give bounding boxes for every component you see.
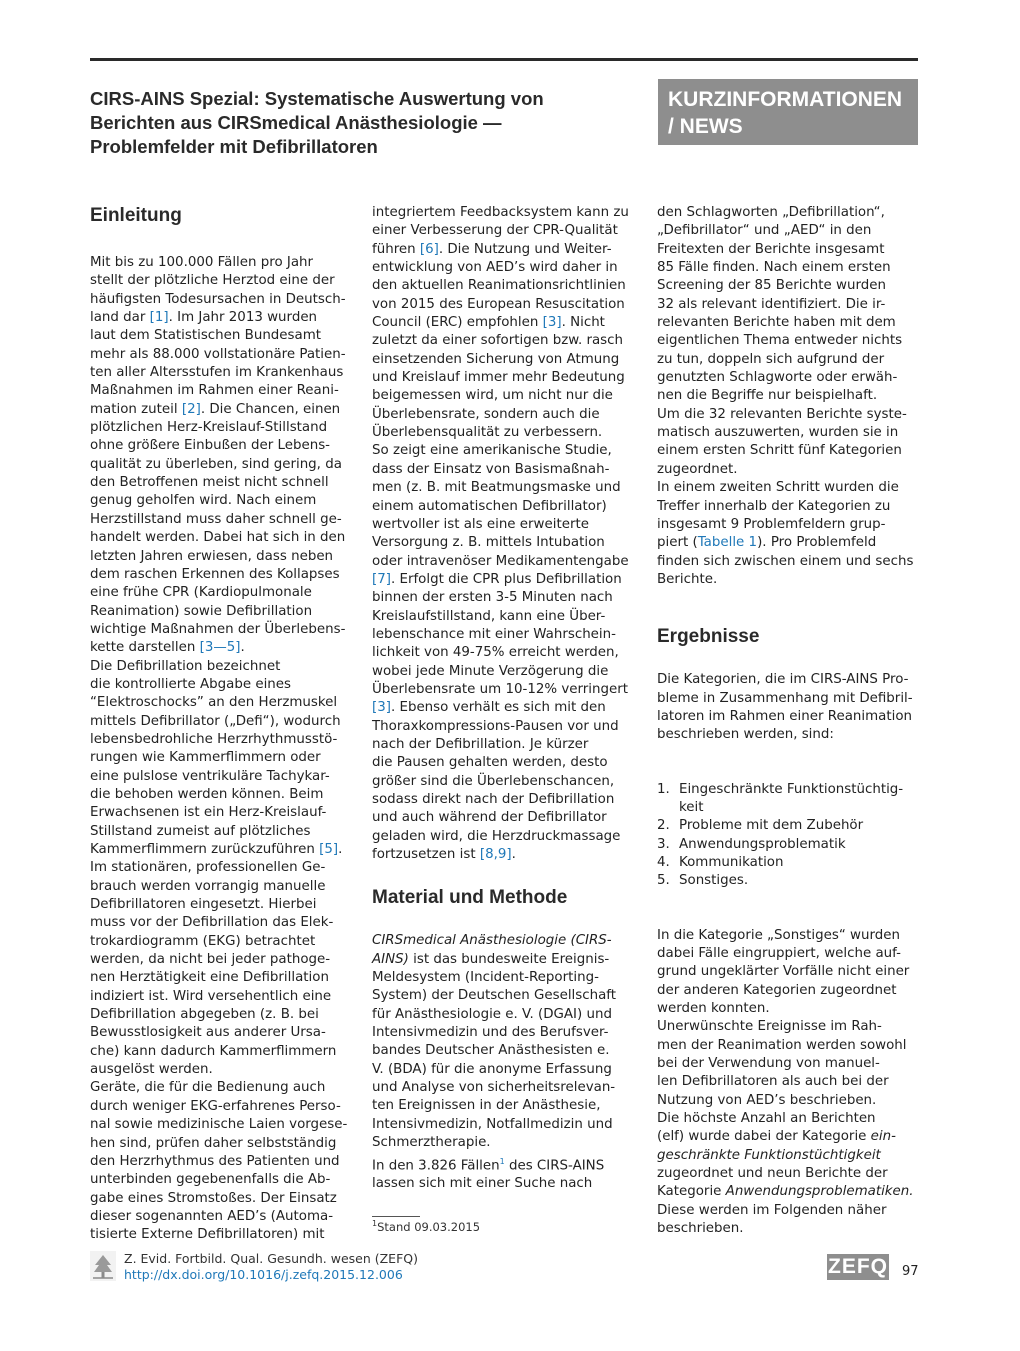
text-line: der anderen Kategorien zugeordnet bbox=[657, 982, 897, 998]
section-label-box bbox=[658, 79, 918, 145]
article-title bbox=[90, 87, 610, 159]
citation-link[interactable]: [2] bbox=[181, 401, 201, 417]
text-line: Meldesystem (Incident-Reporting- bbox=[372, 970, 599, 986]
list-item: 4. Kommunikation bbox=[657, 854, 784, 870]
journal-footer bbox=[124, 1251, 418, 1283]
text-line: dieser sogenannten AED’s (Automa- bbox=[90, 1208, 334, 1224]
text-line: „Defibrillator“ und „AED“ in den bbox=[657, 223, 872, 239]
text-line: nach der Defibrillation. Je kürzer bbox=[372, 736, 589, 752]
text-line: ausgelöst werden. bbox=[90, 1062, 213, 1078]
text-line: die Pausen gehalten werden, desto bbox=[372, 755, 608, 771]
text-line: Kategorie Anwendungsproblematiken. bbox=[657, 1184, 914, 1200]
text-line: Thoraxkompressions-Pausen vor und bbox=[372, 718, 619, 734]
title-line: Berichten aus CIRSmedical Anästhesiologie — bbox=[90, 112, 502, 133]
text-line: bei der Verwendung von manuel- bbox=[657, 1056, 880, 1072]
text-line: grund ungeklärter Vorfälle nicht einer bbox=[657, 964, 910, 980]
heading-material-methode: Material und Methode bbox=[372, 887, 568, 909]
text-line: matisch auszuwerten, wurden sie in bbox=[657, 425, 899, 441]
text-line: führen [6]. Die Nutzung und Weiter- bbox=[372, 241, 612, 257]
text-line: piert (Tabelle 1). Pro Problemfeld bbox=[657, 535, 877, 551]
text-line: Die höchste Anzahl an Berichten bbox=[657, 1111, 876, 1127]
text-line: Versorgung z. B. mittels Intubation bbox=[372, 535, 605, 551]
text-line: einem ersten Schritt fünf Kategorien bbox=[657, 443, 902, 459]
category-list bbox=[657, 781, 919, 891]
text-line: gabe eines Stromstoßes. Der Einsatz bbox=[90, 1190, 337, 1206]
publisher-tree-icon bbox=[90, 1251, 116, 1281]
citation-link[interactable]: [3—5] bbox=[199, 640, 241, 656]
text-line: oder intravenöser Medikamentengabe bbox=[372, 553, 629, 569]
text-line: mittels Defibrillator („Defi“), wodurch bbox=[90, 713, 341, 729]
text-line: Council (ERC) empfohlen [3]. Nicht bbox=[372, 315, 605, 331]
heading-einleitung: Einleitung bbox=[90, 205, 182, 226]
text-line: Überlebensrate um 10-12% verringert bbox=[372, 681, 628, 697]
text-line: einsetzenden Sicherung von Atmung bbox=[372, 351, 620, 367]
text-line: Kammerflimmern zurückzuführen [5]. bbox=[90, 842, 343, 857]
column-1 bbox=[90, 204, 352, 1245]
citation-link[interactable]: [3] bbox=[542, 315, 562, 331]
text-line: Maßnahmen im Rahmen einer Reani- bbox=[90, 383, 339, 399]
text-line: bandes Deutscher Anästhesisten e. bbox=[372, 1043, 610, 1059]
text-line: durch weniger EKG-erfahrenes Perso- bbox=[90, 1098, 341, 1114]
text-line: wertvoller ist als eine erweiterte bbox=[372, 516, 589, 532]
text-line: relevanten Berichte haben mit dem bbox=[657, 315, 896, 331]
text-line: entwicklung von AED’s wird daher in bbox=[372, 260, 618, 276]
text-line: men (z. B. mit Beatmungsmaske und bbox=[372, 480, 621, 496]
text-line: häufigsten Todesursachen in Deutsch- bbox=[90, 291, 346, 307]
text-line: Nutzung von AED’s beschrieben. bbox=[657, 1092, 877, 1108]
text-line: Unerwünschte Ereignisse im Rah- bbox=[657, 1019, 882, 1035]
text-line: lebenschance mit einer Wahrschein- bbox=[372, 626, 616, 642]
text-line: Intensivmedizin und des Berufsver- bbox=[372, 1025, 609, 1041]
text-line: che) kann dadurch Kammerflimmern bbox=[90, 1043, 337, 1059]
text-line: Kreislaufstillstand, kann eine Über- bbox=[372, 608, 606, 624]
list-item-continuation: keit bbox=[679, 799, 704, 815]
text-line: muss vor der Defibrillation das Elek- bbox=[90, 915, 334, 931]
text-line: lebensbedrohliche Herzrhythmusstö- bbox=[90, 731, 338, 747]
page-number: 97 bbox=[902, 1264, 919, 1279]
journal-badge: ZEFQ bbox=[828, 1255, 888, 1278]
citation-link[interactable]: [8,9] bbox=[479, 847, 512, 863]
text-line: indiziert ist. Wird versehentlich eine bbox=[90, 988, 332, 1004]
text-line: sodass direkt nach der Defibrillation bbox=[372, 792, 615, 807]
text-line: mation zuteil [2]. Die Chancen, einen bbox=[90, 401, 341, 417]
text-line: 85 Fälle finden. Nach einem ersten bbox=[657, 260, 891, 276]
text-line: men der Reanimation werden sowohl bbox=[657, 1037, 907, 1053]
text-line: lichkeit von 49-75% erreicht werden, bbox=[372, 645, 619, 661]
text-line: kette darstellen [3—5]. bbox=[90, 640, 245, 656]
text-line: von 2015 des European Resuscitation bbox=[372, 296, 625, 312]
column-3 bbox=[657, 204, 919, 1239]
text-line: beschrieben werden, sind: bbox=[657, 727, 834, 743]
text-line: Die Defibrillation bezeichnet bbox=[90, 658, 281, 674]
table-link[interactable]: Tabelle 1 bbox=[697, 535, 758, 551]
text-line: Freitexten der Berichte insgesamt bbox=[657, 241, 885, 257]
text-line: Überlebensqualität zu verbessern. bbox=[372, 425, 603, 441]
text-line: genutzten Schlagworte oder erwäh- bbox=[657, 370, 898, 386]
text-line: latoren im Rahmen einer Reanimation bbox=[657, 708, 913, 724]
text-line: geschränkte Funktionstüchtigkeit bbox=[657, 1147, 881, 1163]
text-line: “Elektroschocks” an den Herzmuskel bbox=[90, 695, 338, 711]
text-line: Reanimation) sowie Defibrillation bbox=[90, 603, 313, 619]
text-line: Intensivmedizin, Notfallmedizin und bbox=[372, 1116, 613, 1132]
text-line: In die Kategorie „Sonstiges“ wurden bbox=[657, 927, 900, 943]
text-line: ten aller Altersstufen im Krankenhaus bbox=[90, 365, 344, 381]
text-line: V. (BDA) für die anonyme Erfassung bbox=[372, 1061, 612, 1077]
section-label-line: / NEWS bbox=[668, 115, 743, 138]
text-line: 32 als relevant identifiziert. Die ir- bbox=[657, 296, 886, 312]
citation-link[interactable]: [5] bbox=[319, 842, 339, 857]
text-line: land dar [1]. Im Jahr 2013 wurden bbox=[90, 310, 318, 326]
text-line: binnen der ersten 3-5 Minuten nach bbox=[372, 590, 613, 606]
text-line: werden konnten. bbox=[657, 1001, 770, 1017]
text-line: In den 3.826 Fällen$^1$ des CIRS-AINS bbox=[372, 1156, 605, 1173]
text-line: für Anästhesiologie e. V. (DGAI) und bbox=[372, 1006, 612, 1022]
text-line: größer sind die Überlebenschancen, bbox=[372, 773, 615, 789]
title-line: CIRS-AINS Spezial: Systematische Auswertung von bbox=[90, 88, 544, 109]
text-line: Im stationären, professionellen Ge- bbox=[90, 860, 326, 876]
text-line: die behoben werden können. Beim bbox=[90, 786, 324, 802]
text-line: die kontrollierte Abgabe eines bbox=[90, 676, 291, 692]
text-line: tisierte Externe Defibrillatoren) mit bbox=[90, 1227, 325, 1243]
text-line: qualität zu überleben, sind gering, da bbox=[90, 456, 342, 472]
text-line: lassen sich mit einer Suche nach bbox=[372, 1176, 593, 1192]
text-line: [7]. Erfolgt die CPR plus Defibrillation bbox=[372, 571, 622, 587]
text-line: plötzlichen Herz-Kreislauf-Stillstand bbox=[90, 420, 328, 436]
text-line: letzten Jahren erwiesen, dass neben bbox=[90, 548, 334, 564]
footnote: $^1$Stand 09.03.2015 bbox=[372, 1219, 481, 1234]
citation-link[interactable]: [6] bbox=[419, 241, 439, 257]
text-line: dem raschen Erkennen des Kollapses bbox=[90, 566, 340, 582]
text-line: Defibrillatoren eingesetzt. Hierbei bbox=[90, 897, 317, 913]
text-line: bleme in Zusammenhang mit Defibril- bbox=[657, 690, 913, 706]
journal-citation: Z. Evid. Fortbild. Qual. Gesundh. wesen (ZEFQ) bbox=[124, 1251, 418, 1266]
text-line: finden sich zwischen einem und sechs bbox=[657, 553, 914, 569]
text-line: Mit bis zu 100.000 Fällen pro Jahr bbox=[90, 255, 314, 270]
text-line: nal sowie medizinische Laien vorgese- bbox=[90, 1117, 348, 1133]
section-label-line: KURZINFORMATIONEN bbox=[668, 88, 903, 111]
text-line: AINS) ist das bundesweite Ereignis- bbox=[372, 951, 610, 967]
text-line: zugeordnet. bbox=[657, 461, 738, 477]
text-line: zu tun, doppeln sich aufgrund der bbox=[657, 351, 885, 367]
text-line: integriertem Feedbacksystem kann zu bbox=[372, 205, 629, 220]
text-line: nen die Begriffe nur beispielhaft. bbox=[657, 388, 878, 404]
text-line: eine pulslose ventrikuläre Tachykar- bbox=[90, 768, 330, 784]
text-line: ten Ereignissen in der Anästhesie, bbox=[372, 1098, 601, 1114]
title-line: Problemfelder mit Defibrillatoren bbox=[90, 136, 378, 157]
text-line: einer Verbesserung der CPR-Qualität bbox=[372, 223, 618, 239]
text-line: brauch werden vorrangig manuelle bbox=[90, 878, 326, 894]
text-line: unterbinden gegebenenfalls die Ab- bbox=[90, 1172, 331, 1188]
text-line: laut dem Statistischen Bundesamt bbox=[90, 328, 322, 344]
citation-link[interactable]: [7] bbox=[372, 571, 391, 587]
header-rule bbox=[90, 58, 918, 61]
text-line: mehr als 88.000 vollstationäre Patien- bbox=[90, 346, 346, 362]
text-line: Herzstillstand muss daher schnell ge- bbox=[90, 511, 342, 527]
text-line: Berichte. bbox=[657, 571, 718, 587]
text-line: [3]. Ebenso verhält es sich mit den bbox=[372, 700, 606, 716]
text-line: len Defibrillatoren als auch bei der bbox=[657, 1074, 889, 1090]
text-line: rungen wie Kammerflimmern oder bbox=[90, 750, 321, 766]
text-line: eigentlichen Thema entweder nichts bbox=[657, 333, 903, 349]
text-line: So zeigt eine amerikanische Studie, bbox=[372, 443, 612, 459]
text-line: Defibrillation abgegeben (z. B. bei bbox=[90, 1007, 319, 1023]
text-line: In einem zweiten Schritt wurden die bbox=[657, 480, 899, 496]
text-line: dass der Einsatz von Basismaßnah- bbox=[372, 461, 610, 477]
text-line: werden, da nicht bei jeder pathoge- bbox=[90, 952, 331, 968]
list-item: 3. Anwendungsproblematik bbox=[657, 836, 846, 852]
text-line: Um die 32 relevanten Berichte syste- bbox=[657, 406, 907, 422]
list-item: 2. Probleme mit dem Zubehör bbox=[657, 818, 864, 834]
text-line: den Betroffenen meist nicht schnell bbox=[90, 475, 329, 491]
text-line: zuletzt da einer sofortigen bzw. rasch bbox=[372, 333, 624, 349]
text-line: einem automatischen Defibrillator) bbox=[372, 498, 607, 514]
text-line: dabei Fälle eingruppiert, welche auf- bbox=[657, 946, 901, 961]
text-line: genug geholfen wird. Nach einem bbox=[90, 493, 317, 509]
footnote-marker[interactable]: 1 bbox=[499, 1156, 505, 1166]
text-line: Diese werden im Folgenden näher bbox=[657, 1202, 887, 1218]
text-line: Stillstand zumeist auf plötzliches bbox=[90, 823, 311, 839]
text-line: Schmerztherapie. bbox=[372, 1135, 491, 1151]
text-line: Überlebensrate, sondern auch die bbox=[372, 406, 600, 422]
text-line: ohne größere Einbußen der Lebens- bbox=[90, 438, 331, 454]
text-line: Die Kategorien, die im CIRS-AINS Pro- bbox=[657, 672, 909, 688]
heading-ergebnisse: Ergebnisse bbox=[657, 626, 760, 648]
text-line: Bewusstlosigkeit aus anderer Ursa- bbox=[90, 1025, 326, 1041]
text-line: zugeordnet und neun Berichte der bbox=[657, 1166, 888, 1182]
text-line: Screening der 85 Berichte wurden bbox=[657, 278, 886, 294]
text-line: Geräte, die für die Bedienung auch bbox=[90, 1080, 326, 1096]
citation-link[interactable]: [3] bbox=[372, 700, 391, 716]
text-line: (elf) wurde dabei der Kategorie ein- bbox=[657, 1129, 896, 1145]
text-line: wobei jede Minute Verzögerung die bbox=[372, 663, 609, 679]
text-line: Erwachsenen ist ein Herz-Kreislauf- bbox=[90, 805, 327, 821]
doi-link[interactable]: http://dx.doi.org/10.1016/j.zefq.2015.12.006 bbox=[124, 1267, 403, 1282]
text-line: den Schlagworten „Defibrillation“, bbox=[657, 205, 885, 220]
text-line: handelt werden. Dabei hat sich in den bbox=[90, 530, 346, 546]
text-line: geladen wird, die Herzdruckmassage bbox=[372, 828, 621, 844]
text-line: hen sind, prüfen daher selbstständig bbox=[90, 1135, 337, 1151]
text-line: beschrieben. bbox=[657, 1221, 744, 1237]
text-line: beigemessen wird, um nicht nur die bbox=[372, 388, 613, 404]
text-line: und Analyse von sicherheitsrelevan- bbox=[372, 1080, 616, 1096]
text-line: den aktuellen Reanimationsrichtlinien bbox=[372, 278, 626, 294]
column-2 bbox=[372, 204, 634, 1194]
footnote-rule bbox=[372, 1216, 420, 1217]
text-line: System) der Deutschen Gesellschaft bbox=[372, 988, 617, 1004]
text-line: fortzusetzen ist [8,9]. bbox=[372, 847, 516, 863]
text-line: insgesamt 9 Problemfeldern grup- bbox=[657, 516, 886, 532]
text-line: und auch während der Defibrillator bbox=[372, 810, 607, 826]
text-line: nen Herztätigkeit eine Defibrillation bbox=[90, 970, 329, 986]
list-item: 5. Sonstiges. bbox=[657, 873, 749, 889]
text-line: und Kreislauf immer mehr Bedeutung bbox=[372, 370, 625, 386]
text-line: wichtige Maßnahmen der Überlebens- bbox=[90, 621, 346, 637]
list-item: 1. Eingeschränkte Funktionstüchtig- bbox=[657, 781, 904, 797]
citation-link[interactable]: [1] bbox=[149, 310, 169, 326]
text-line: stellt der plötzliche Herztod eine der bbox=[90, 273, 335, 289]
text-line: trokardiogramm (EKG) betrachtet bbox=[90, 933, 316, 949]
text-line: eine frühe CPR (Kardiopulmonale bbox=[90, 585, 312, 601]
text-line: den Herzrhythmus des Patienten und bbox=[90, 1153, 340, 1169]
text-line: CIRSmedical Anästhesiologie (CIRS- bbox=[372, 933, 612, 949]
text-line: Treffer innerhalb der Kategorien zu bbox=[657, 498, 891, 514]
